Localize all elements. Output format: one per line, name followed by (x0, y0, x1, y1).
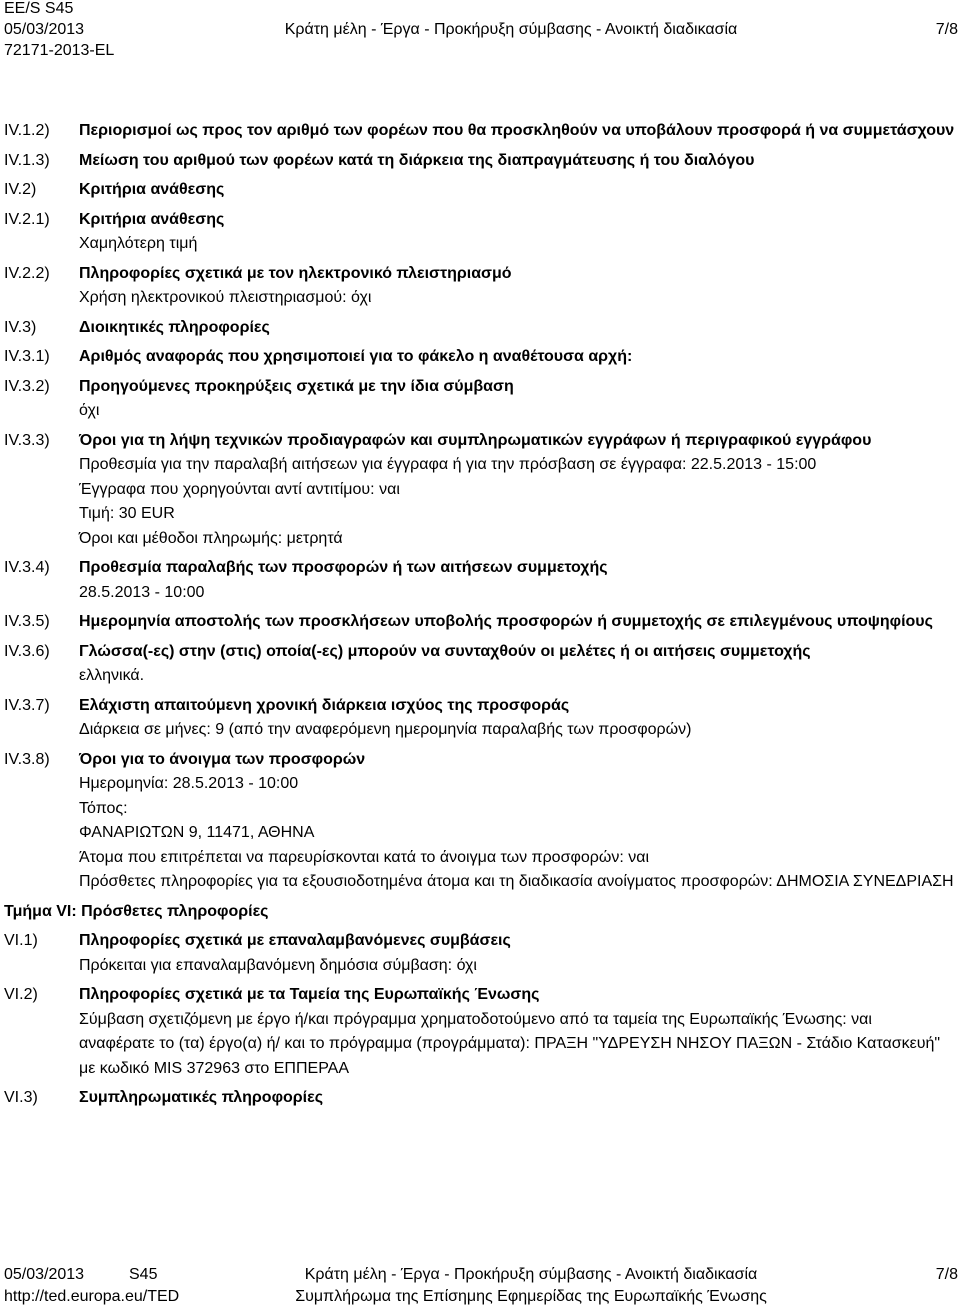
section-content (79, 556, 958, 605)
section-heading: Πληροφορίες σχετικά με επαναλαμβανόμενες συμβάσεις (79, 932, 511, 949)
section-text-line: Όροι και μέθοδοι πληρωμής: μετρητά (79, 529, 343, 547)
section-text-line: Χαμηλότερη τιμή (79, 235, 198, 252)
section-heading: Κριτήρια ανάθεσης (79, 210, 225, 228)
section-text-line: Ημερομηνία: 28.5.2013 - 10:00 (79, 775, 299, 792)
section-text-line: Διάρκεια σε μήνες: 9 (από την αναφερόμενη ημερομηνία παραλαβής των προσφορών) (79, 721, 692, 738)
section-text-line: Χρήση ηλεκτρονικού πλειστηριασμού: όχι (79, 289, 372, 306)
section-content (79, 983, 958, 1081)
section-text-line: Τιμή: 30 EUR (79, 505, 175, 522)
section-number: IV.3.1) (4, 348, 50, 365)
section-number: IV.2.2) (4, 264, 50, 282)
section-heading: Πληροφορίες σχετικά με τα Ταμεία της Ευρωπαϊκής Ένωσης (79, 986, 540, 1003)
section-item (4, 748, 958, 895)
footer-page-number: 7/8 (935, 1266, 958, 1283)
section-item (4, 262, 958, 311)
section-content (79, 375, 958, 424)
section-text-line: Προθεσμία για την παραλαβή αιτήσεων για έγγραφα ή για την πρόσβαση σε έγγραφα: 22.5.2013 - 15:00 (79, 456, 817, 473)
section-text-line: Άτομα που επιτρέπεται να παρευρίσκονται κατά το άνοιγμα των προσφορών: ναι (79, 848, 650, 866)
section-iv-list (4, 119, 958, 895)
section-heading: Προηγούμενες προκηρύξεις σχετικά με την ίδια σύμβαση (79, 377, 514, 395)
section-text-line: Έγγραφα που χορηγούνται αντί αντιτίμου: ναι (79, 480, 400, 498)
header-title: Κράτη μέλη - Έργα - Προκήρυξη σύμβασης - Ανοικτή διαδικασία (284, 21, 738, 38)
section-heading: Όροι για τη λήψη τεχνικών προδιαγραφών και συμπληρωματικών εγγράφων ή περιγραφικού εγγράφου (79, 431, 872, 449)
section-text-line: 28.5.2013 - 10:00 (79, 583, 205, 601)
header-doc-id: 72171-2013-EL (4, 42, 115, 59)
section-text-line: αναφέρατε το (τα) έργο(α) ή/ και το πρόγραμμα (προγράμματα): ΠΡΑΞΗ "ΥΔΡΕΥΣΗ ΝΗΣΟΥ ΠΑΞΩΝ - Στάδιο Κατασκευή" με κωδικό MIS 372963 στο ΕΠΠΕΡΑΑ (79, 1035, 941, 1077)
section-heading: Συμπληρωματικές πληροφορίες (79, 1089, 324, 1106)
section-heading: Ημερομηνία αποστολής των προσκλήσεων υποβολής προσφορών ή συμμετοχής σε επιλεγμένους υποψηφίους (79, 613, 933, 630)
section-item (4, 983, 958, 1081)
section-item (4, 178, 958, 203)
section-item (4, 1086, 958, 1111)
footer-series: S45 (129, 1266, 158, 1283)
section-heading: Προθεσμία παραλαβής των προσφορών ή των αιτήσεων συμμετοχής (79, 559, 608, 576)
document-body (4, 119, 958, 1116)
section-content (79, 316, 958, 341)
section-item (4, 694, 958, 743)
section-number: IV.3) (4, 318, 37, 336)
section-number: IV.3.3) (4, 431, 50, 449)
section-content (79, 1086, 958, 1111)
section-heading: Αριθμός αναφοράς που χρησιμοποιεί για το φάκελο η αναθέτουσα αρχή: (79, 348, 633, 365)
section-text-line: Σύμβαση σχετιζόμενη με έργο ή/και πρόγραμμα χρηματοδοτούμενο από τα ταμεία της Ευρωπαϊκής Ένωσης: ναι (79, 1010, 872, 1028)
section-content (79, 610, 958, 635)
section-number: IV.3.6) (4, 642, 50, 660)
section-item (4, 345, 958, 370)
section-number: IV.1.2) (4, 122, 50, 139)
section-content (79, 262, 958, 311)
footer-url-link[interactable]: http://ted.europa.eu/TED (4, 1288, 180, 1305)
section-item (4, 429, 958, 552)
section-content (79, 208, 958, 257)
section-text-line: ελληνικά. (79, 667, 145, 684)
section-number: IV.3.7) (4, 696, 50, 714)
section-content (79, 694, 958, 743)
section-item (4, 640, 958, 689)
section-number: VI.2) (4, 986, 38, 1003)
section-item (4, 208, 958, 257)
section-content (79, 429, 958, 552)
section-content (79, 149, 958, 174)
section-item (4, 375, 958, 424)
section-content (79, 178, 958, 203)
header-page-number: 7/8 (935, 21, 958, 38)
section-item (4, 556, 958, 605)
section-heading: Περιορισμοί ως προς τον αριθμό των φορέων που θα προσκληθούν να υποβάλουν προσφορά ή να συμμετάσχουν (79, 122, 955, 139)
section-number: IV.2) (4, 181, 37, 198)
section-text-line: Τόπος: (79, 799, 128, 817)
part-vi-title: Τμήμα VI: Πρόσθετες πληροφορίες (4, 902, 269, 920)
section-number: IV.3.4) (4, 559, 50, 576)
section-item (4, 929, 958, 978)
page-footer (4, 1264, 958, 1308)
section-heading: Κριτήρια ανάθεσης (79, 181, 225, 198)
footer-title: Κράτη μέλη - Έργα - Προκήρυξη σύμβασης - Ανοικτή διαδικασία (304, 1266, 758, 1283)
section-text-line: Πρόσθετες πληροφορίες για τα εξουσιοδοτημένα άτομα και τη διαδικασία ανοίγματος προσφορών: ΔΗΜΟΣΙΑ ΣΥΝΕΔΡΙΑΣΗ (79, 873, 954, 890)
section-text-line: όχι (79, 402, 100, 419)
section-number: IV.3.8) (4, 750, 50, 768)
section-number: IV.3.2) (4, 377, 50, 395)
section-text-line: Πρόκειται για επαναλαμβανόμενη δημόσια σύμβαση: όχι (79, 956, 477, 974)
section-heading: Ελάχιστη απαιτούμενη χρονική διάρκεια ισχύος της προσφοράς (79, 696, 570, 714)
section-number: IV.1.3) (4, 151, 50, 169)
section-heading: Πληροφορίες σχετικά με τον ηλεκτρονικό πλειστηριασμό (79, 264, 512, 282)
section-number: VI.1) (4, 932, 38, 949)
header-date: 05/03/2013 (4, 21, 85, 38)
section-number: IV.3.5) (4, 613, 50, 630)
footer-date: 05/03/2013 (4, 1266, 85, 1283)
section-heading: Όροι για το άνοιγμα των προσφορών (79, 750, 366, 768)
section-vi-list (4, 929, 958, 1111)
section-content (79, 640, 958, 689)
section-content (79, 345, 958, 370)
section-content (79, 929, 958, 978)
section-heading: Γλώσσα(-ες) στην (στις) οποία(-ες) μπορούν να συνταχθούν οι μελέτες ή οι αιτήσεις συμμετοχής (79, 642, 811, 660)
section-text-line: ΦΑΝΑΡΙΩΤΩΝ 9, 11471, ΑΘΗΝΑ (79, 824, 315, 841)
section-heading: Μείωση του αριθμού των φορέων κατά τη διάρκεια της διαπραγμάτευσης ή του διαλόγου (79, 151, 755, 169)
section-item (4, 610, 958, 635)
section-item (4, 119, 958, 144)
section-number: VI.3) (4, 1089, 38, 1106)
section-content (79, 748, 958, 895)
footer-subtitle: Συμπλήρωμα της Επίσημης Εφημερίδας της Ευρωπαϊκής Ένωσης (295, 1288, 767, 1305)
page-header (4, 0, 958, 61)
section-content (79, 119, 958, 144)
section-item (4, 149, 958, 174)
section-heading: Διοικητικές πληροφορίες (79, 318, 270, 336)
section-item (4, 316, 958, 341)
header-series: EE/S S45 (4, 0, 74, 17)
section-number: IV.2.1) (4, 210, 50, 228)
